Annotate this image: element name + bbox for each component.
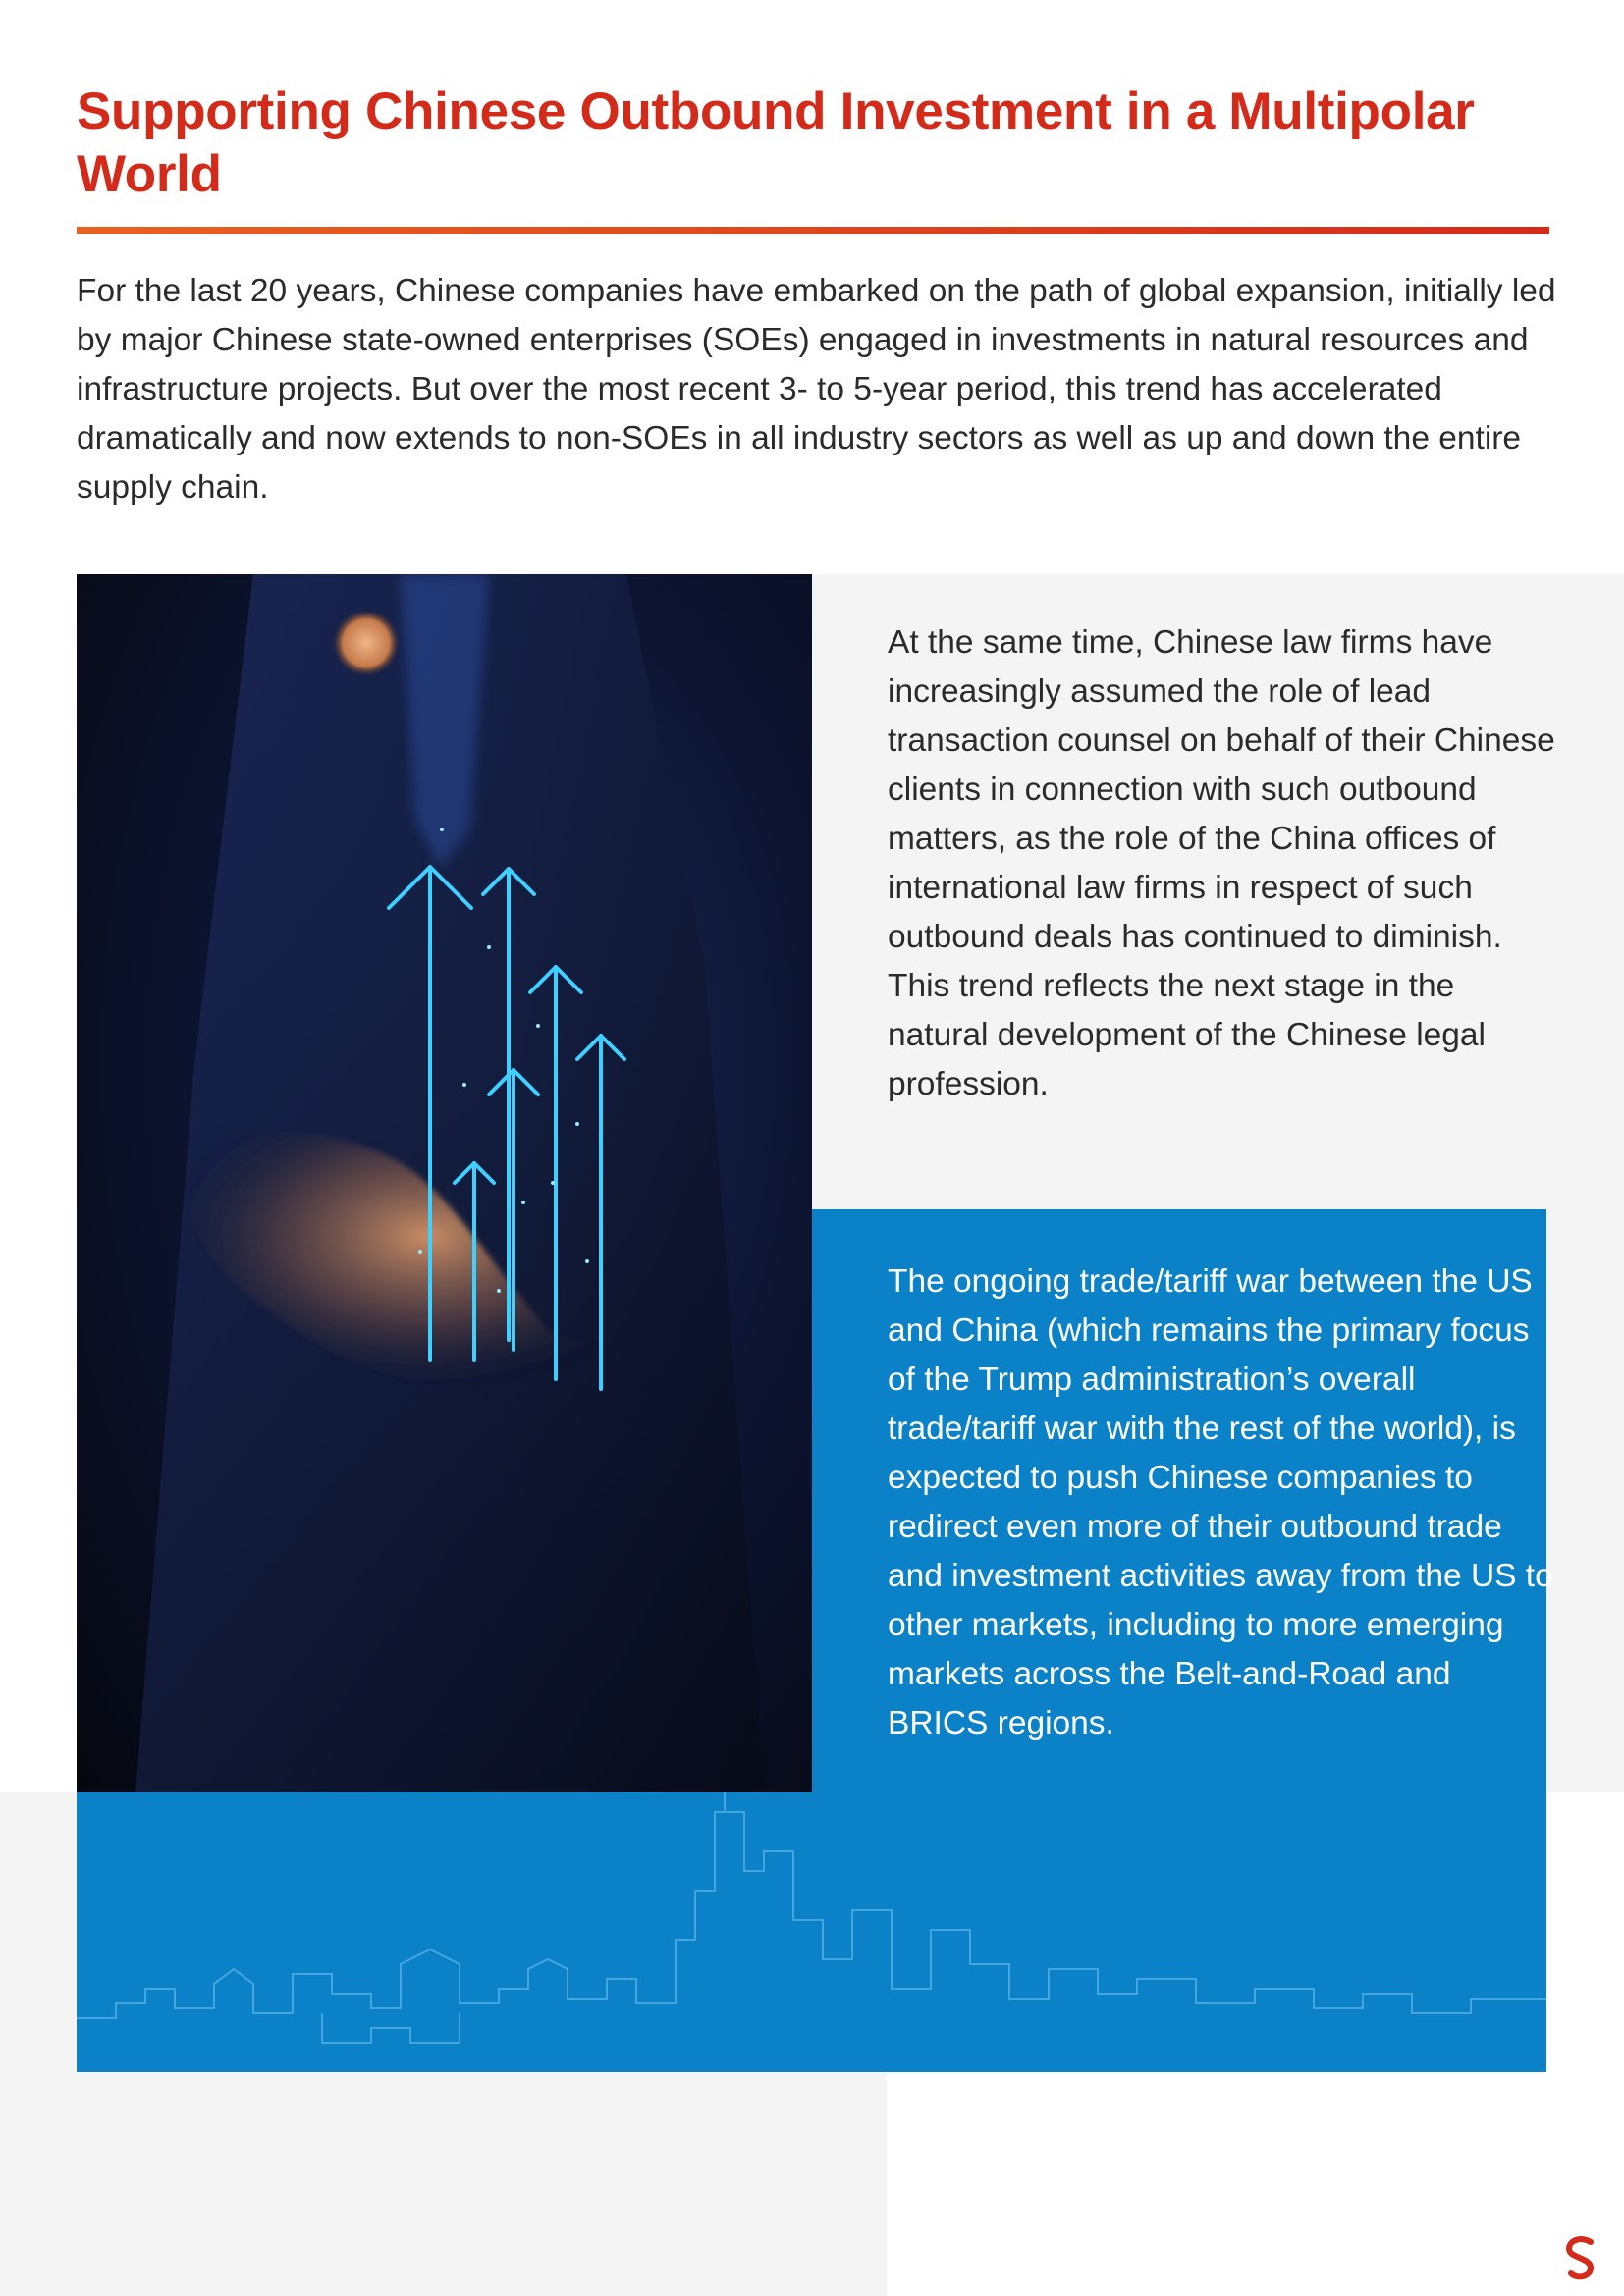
intro-paragraph: For the last 20 years, Chinese companies have embarked on the path of global expansion, initially led by major Chinese state-owned enterprises (SOEs) engaged in investments in natural resources and infrastructure projects. But over the most recent 3- to 5-year period, this trend has accelerated dramatically and now extends to non-SOEs in all industry sectors as well as up and down the entire supply chain. bbox=[77, 273, 1556, 506]
hand-arrows-illustration bbox=[77, 574, 812, 1792]
title-divider bbox=[77, 227, 1549, 234]
page-title: Supporting Chinese Outbound Investment in a Multipolar World bbox=[77, 82, 1475, 203]
hand-arrows-photo bbox=[77, 574, 812, 1792]
law-firms-paragraph: At the same time, Chinese law firms have increasingly assumed the role of lead transaction counsel on behalf of their Chinese clients in connection with such outbound matters, as the role of the China offices of international law firms in respect of such outbound deals has continued to diminish. This trend reflects the next stage in the natural development of the Chinese legal profession. bbox=[888, 624, 1555, 1102]
blue-panel-bottom bbox=[77, 1792, 1546, 2072]
city-skyline-outline bbox=[77, 1792, 1546, 2072]
trade-war-paragraph: The ongoing trade/tariff war between the US and China (which remains the primary focus of the Trump administration’s overall trade/tariff war with the rest of the world), is expected to push Chinese companies to redirect even more of their outbound trade and investment activities away from the US to other markets, including to more emerging markets across the Belt-and-Road and BRICS regions. bbox=[888, 1263, 1553, 1741]
firm-logo-icon bbox=[1561, 2234, 1600, 2283]
